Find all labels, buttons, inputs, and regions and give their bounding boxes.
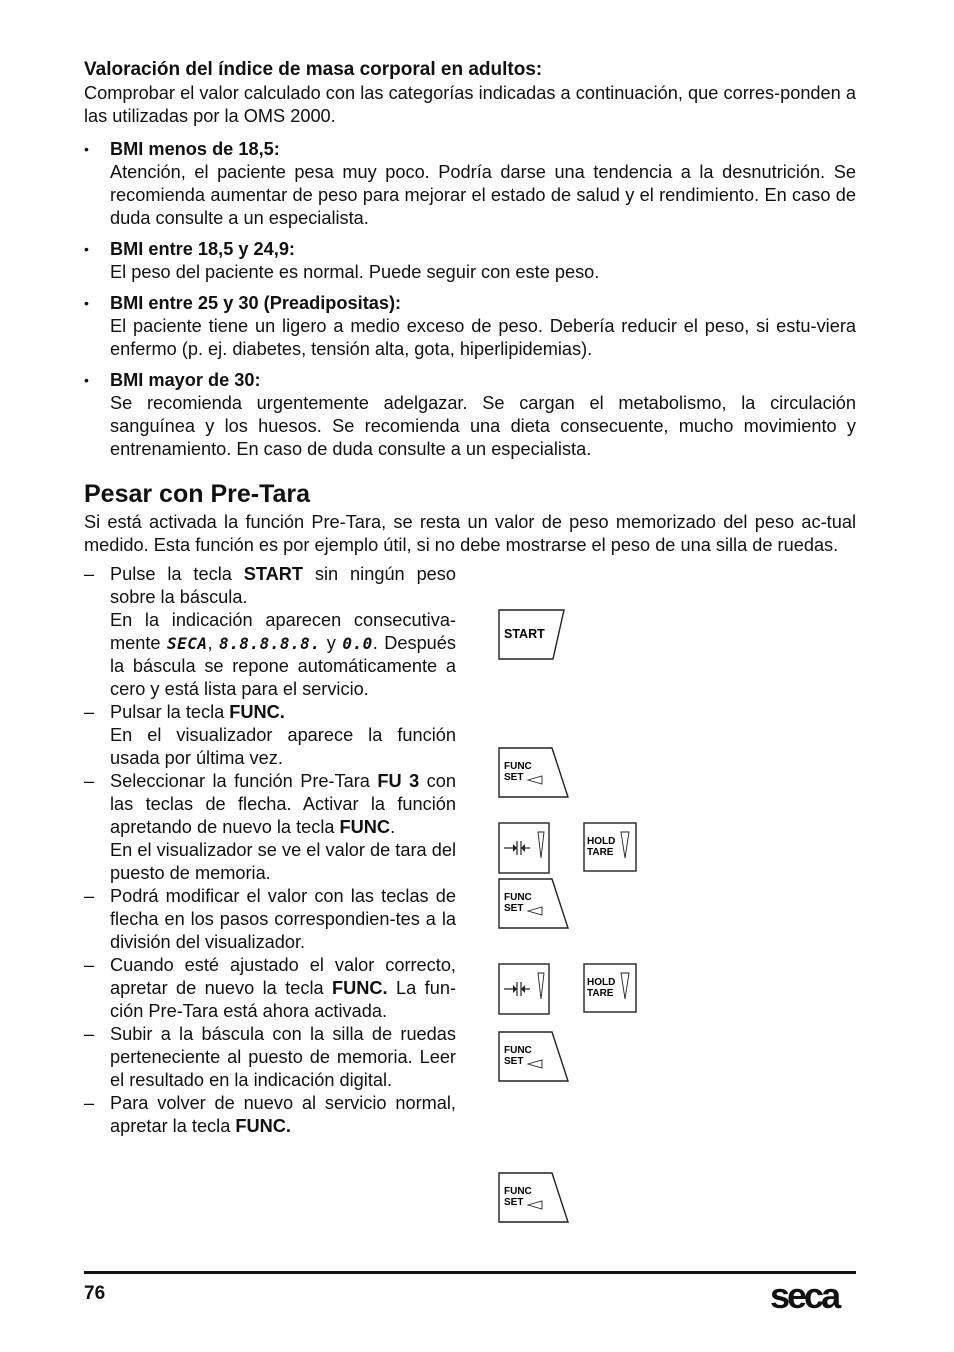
display-seca: SECA	[167, 634, 208, 653]
bmi-item	[84, 369, 856, 461]
arrow-keys-icon	[498, 822, 550, 874]
svg-text:SET: SET	[504, 1056, 524, 1067]
func-set-key-icon	[498, 747, 570, 799]
bmi-item	[84, 238, 856, 284]
bmi-item-text: El peso del paciente es normal. Puede seguir con este peso.	[110, 262, 600, 282]
svg-text:HOLD: HOLD	[587, 977, 616, 988]
svg-text:SET: SET	[504, 772, 524, 783]
seca-logo	[770, 1272, 860, 1316]
bullet-marker: •	[84, 241, 89, 257]
bmi-item	[84, 138, 856, 230]
pretara-section-title: Pesar con Pre-Tara	[84, 480, 311, 508]
svg-text:FUNC: FUNC	[504, 892, 532, 903]
dash-marker: –	[84, 771, 95, 791]
func-set-key-icon	[498, 1031, 570, 1083]
svg-text:TARE: TARE	[587, 988, 614, 999]
svg-text:SET: SET	[504, 1197, 524, 1208]
dash-marker: –	[84, 702, 95, 722]
bmi-list	[84, 138, 856, 461]
bmi-item-heading: BMI entre 18,5 y 24,9:	[110, 239, 295, 259]
func-set-key-icon	[498, 1172, 570, 1224]
page-content	[84, 58, 856, 1138]
step-item: – Para volver de nuevo al servicio normal, apretar la tecla FUNC.	[84, 1093, 456, 1136]
bmi-item-heading: BMI menos de 18,5:	[110, 139, 280, 159]
dash-marker: –	[84, 1024, 95, 1044]
footer-divider	[84, 1271, 856, 1274]
dash-marker: –	[84, 564, 95, 584]
dash-marker: –	[84, 886, 95, 906]
arrow-keys-icon	[498, 963, 550, 1015]
step-item: – Podrá modificar el valor con las teclas de flecha en los pasos correspondien-tes a la división del visualizador.	[84, 886, 456, 952]
svg-text:HOLD: HOLD	[587, 836, 616, 847]
bullet-marker: •	[84, 372, 89, 388]
svg-text:seca: seca	[770, 1275, 839, 1316]
bmi-item	[84, 292, 856, 361]
step-item: – Pulsar la tecla FUNC. En el visualizador aparece la función usada por última vez.	[84, 702, 456, 768]
start-key-label: START	[504, 627, 545, 641]
hold-tare-key-icon	[583, 963, 637, 1013]
bmi-item-heading: BMI entre 25 y 30 (Preadipositas):	[110, 293, 402, 313]
hold-tare-key-icon	[583, 822, 637, 872]
svg-text:FUNC: FUNC	[504, 761, 532, 772]
dash-marker: –	[84, 955, 95, 975]
bmi-section-title: Valoración del índice de masa corporal en adultos:	[84, 59, 543, 80]
start-key-icon	[498, 609, 566, 661]
func-set-key-icon	[498, 878, 570, 930]
pretara-steps	[84, 563, 456, 1138]
step-item: – Seleccionar la función Pre-Tara FU 3 con las teclas de flecha. Activar la función apretando de nuevo la tecla FUNC. En el visualizador se ve el valor de tara del puesto de memoria.	[84, 771, 456, 883]
step-item: – Pulse la tecla START sin ningún peso sobre la báscula. En la indicación aparecen consecutiva-mente SECA, 8.8.8.8.8. y 0.0. Después la báscula se repone automáticamente a cero y está lista para el servicio.	[84, 564, 457, 699]
svg-text:FUNC: FUNC	[504, 1186, 532, 1197]
display-segments: 8.8.8.8.8.	[219, 634, 321, 653]
bmi-intro: Comprobar el valor calculado con las categorías indicadas a continuación, que corres-ponden a las utilizadas por la OMS 2000.	[84, 83, 856, 126]
bmi-item-heading: BMI mayor de 30:	[110, 370, 261, 390]
svg-text:SET: SET	[504, 903, 524, 914]
bmi-item-text: Atención, el paciente pesa muy poco. Podría darse una tendencia a la desnutrición. Se recomienda aumentar de peso para mejorar el estado de salud y el rendimiento. En caso de duda consulte a un especialista.	[110, 162, 856, 228]
svg-text:FUNC: FUNC	[504, 1045, 532, 1056]
step-item: – Subir a la báscula con la silla de ruedas perteneciente al puesto de memoria. Leer el resultado en la indicación digital.	[84, 1024, 456, 1090]
step-item: – Cuando esté ajustado el valor correcto, apretar de nuevo la tecla FUNC. La fun-ción Pre-Tara está ahora activada.	[84, 955, 456, 1021]
display-zero: 0.0	[342, 634, 373, 653]
bmi-item-text: El paciente tiene un ligero a medio exceso de peso. Debería reducir el peso, si estu-viera enfermo (p. ej. diabetes, tensión alta, gota, hiperlipidemias).	[110, 316, 856, 359]
pretara-intro: Si está activada la función Pre-Tara, se resta un valor de peso memorizado del peso ac-tual medido. Esta función es por ejemplo útil, si no debe mostrarse el peso de una silla de ruedas.	[84, 512, 856, 555]
dash-marker: –	[84, 1093, 95, 1113]
bmi-item-text: Se recomienda urgentemente adelgazar. Se cargan el metabolismo, la circulación sanguínea y los huesos. Se recomienda una dieta consecuente, mucho movimiento y entrenamiento. En caso de duda consulte a un especialista.	[110, 393, 856, 459]
bullet-marker: •	[84, 295, 89, 311]
bullet-marker: •	[84, 141, 89, 157]
svg-text:TARE: TARE	[587, 847, 614, 858]
page-number: 76	[84, 1283, 106, 1304]
